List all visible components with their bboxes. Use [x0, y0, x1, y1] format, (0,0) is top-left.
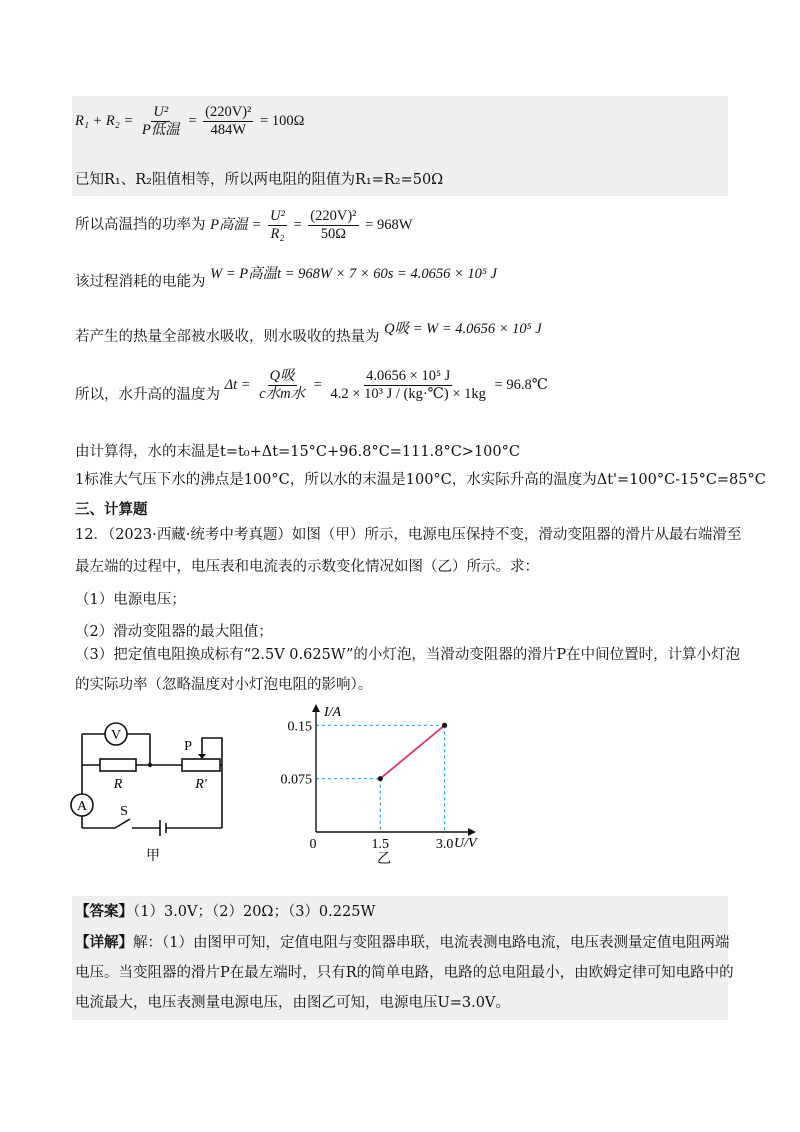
solution-line-2: 已知R₁、R₂阻值相等，所以两电阻的阻值为R₁=R₂=50Ω	[75, 172, 444, 188]
y-tick-label: 0.075	[280, 772, 312, 788]
switch-label: S	[120, 804, 128, 819]
formula-resistance-sum: R₁ + R₂ = $\frac{\text{U²}}{\text{P低温}}$ = $\frac{\text{(220V)²}}{484W}$ = 100Ω	[75, 104, 305, 138]
heat-text: 若产生的热量全部被水吸收，则水吸收的热量为	[75, 329, 380, 345]
solution-line-8: 1标准大气压下水的沸点是100°C，所以水的末温是100°C，水实际升高的温度为Δt'=100°C-15°C=85°C	[75, 472, 766, 488]
detail-line-1	[75, 933, 729, 953]
detail-text-1: 解：（1）由图甲可知，定值电阻与变阻器串联，电流表测电路电流，电压表测量定值电阻两端	[133, 935, 730, 951]
question-part-3-cont: 的实际功率（忽略温度对小灯泡电阻的影响）。	[75, 677, 373, 693]
resistor-label: R	[113, 777, 123, 792]
y-axis-label: I/A	[324, 705, 342, 720]
data-point	[442, 723, 447, 728]
formula-result: = 100Ω	[260, 112, 305, 129]
high-power-num: U²	[270, 208, 285, 224]
y-tick-label: 0.15	[287, 719, 312, 735]
detail-line-3: 电流最大，电压表测量电源电压，由图乙可知，电源电压U=3.0V。	[75, 995, 510, 1011]
high-power-num2: (220V)²	[310, 208, 357, 224]
slider-label: P	[184, 739, 192, 754]
chart-caption: 乙	[377, 852, 391, 867]
ammeter-label: A	[76, 799, 88, 814]
rheostat-label: R'	[195, 777, 207, 792]
frac-den2: 484W	[210, 122, 246, 138]
temp-rise-result: = 96.8℃	[494, 376, 548, 393]
temp-rise-num: Q吸	[269, 368, 295, 384]
question-part-2: （2）滑动变阻器的最大阻值；	[75, 624, 273, 640]
circuit-caption: 甲	[146, 849, 160, 864]
iu-chart	[278, 700, 498, 870]
detail-label: 【详解】	[75, 934, 133, 951]
answer-text: （1）3.0V；（2）20Ω；（3）0.225W	[133, 904, 376, 920]
solution-line-7: 由计算得，水的末温是t=t₀+Δt=15°C+96.8°C=111.8°C>100°C	[75, 444, 520, 460]
question-line-1: 12．（2023·西藏·统考中考真题）如图（甲）所示，电源电压保持不变，滑动变阻器的滑片从最右端滑至	[75, 527, 742, 543]
formula-lhs: R₁ + R₂ =	[75, 112, 134, 129]
heat-line	[75, 321, 542, 347]
frac-den: P低温	[141, 122, 180, 138]
frac-num2: (220V)²	[205, 104, 252, 120]
temp-rise-line: 所以，水升高的温度为 Δt = $\frac{\text{Q吸}}{\text{c水m水}}$ = $\frac{\text{4.0656 × 10⁵ J}}{\text{4.2 × 10³ J / (kg·℃) × 1kg}}$ = 96.8℃	[75, 368, 548, 403]
frac-num: U²	[153, 104, 169, 120]
x-tick-label: 0	[309, 837, 317, 852]
high-power-den: R₂	[270, 226, 285, 242]
energy-text: 该过程消耗的电能为	[75, 274, 206, 290]
x-axis-label: U/V	[454, 836, 477, 851]
circuit-diagram	[70, 710, 250, 880]
detail-line-2: 电压。当变阻器的滑片P在最左端时，只有R的简单电路，电路的总电阻最小，由欧姆定律可知电路中的	[75, 965, 734, 981]
x-tick-label: 1.5	[371, 837, 390, 852]
heat-formula: Q吸 = W = 4.0656 × 10⁵ J	[384, 321, 542, 337]
x-tick-label: 3.0	[435, 837, 454, 852]
question-part-1: （1）电源电压；	[75, 592, 186, 608]
high-power-lhs: P高温 =	[210, 216, 262, 233]
temp-rise-lhs: Δt =	[224, 376, 251, 393]
high-power-line: 所以高温挡的功率为 P高温 = $\frac{\text{U²}}{\text{R₂}}$ = $\frac{\text{(220V)²}}{50\Omega}$ = 968W	[75, 208, 413, 242]
data-point	[378, 776, 383, 781]
question-line-2: 最左端的过程中，电压表和电流表的示数变化情况如图（乙）所示。求：	[75, 559, 539, 575]
temp-rise-den2: 4.2 × 10³ J / (kg·℃) × 1kg	[330, 386, 486, 402]
answer-line	[75, 902, 375, 922]
energy-line	[75, 266, 497, 292]
question-part-3: （3）把定值电阻换成标有“2.5V 0.625W”的小灯泡，当滑动变阻器的滑片P在中间位置时，计算小灯泡	[75, 647, 741, 663]
answer-label: 【答案】	[75, 903, 133, 920]
high-power-result: = 968W	[365, 216, 413, 233]
temp-rise-den: c水m水	[259, 386, 306, 402]
high-power-den2: 50Ω	[320, 226, 347, 242]
temp-rise-num2: 4.0656 × 10⁵ J	[366, 368, 451, 384]
temp-rise-text: 所以，水升高的温度为	[75, 386, 220, 403]
voltmeter-label: V	[110, 728, 122, 743]
high-power-text: 所以高温挡的功率为	[75, 216, 206, 233]
energy-formula: W = P高温t = 968W × 7 × 60s = 4.0656 × 10⁵ J	[210, 266, 497, 282]
section-heading: 三、计算题	[75, 501, 148, 518]
series-line	[380, 725, 444, 778]
